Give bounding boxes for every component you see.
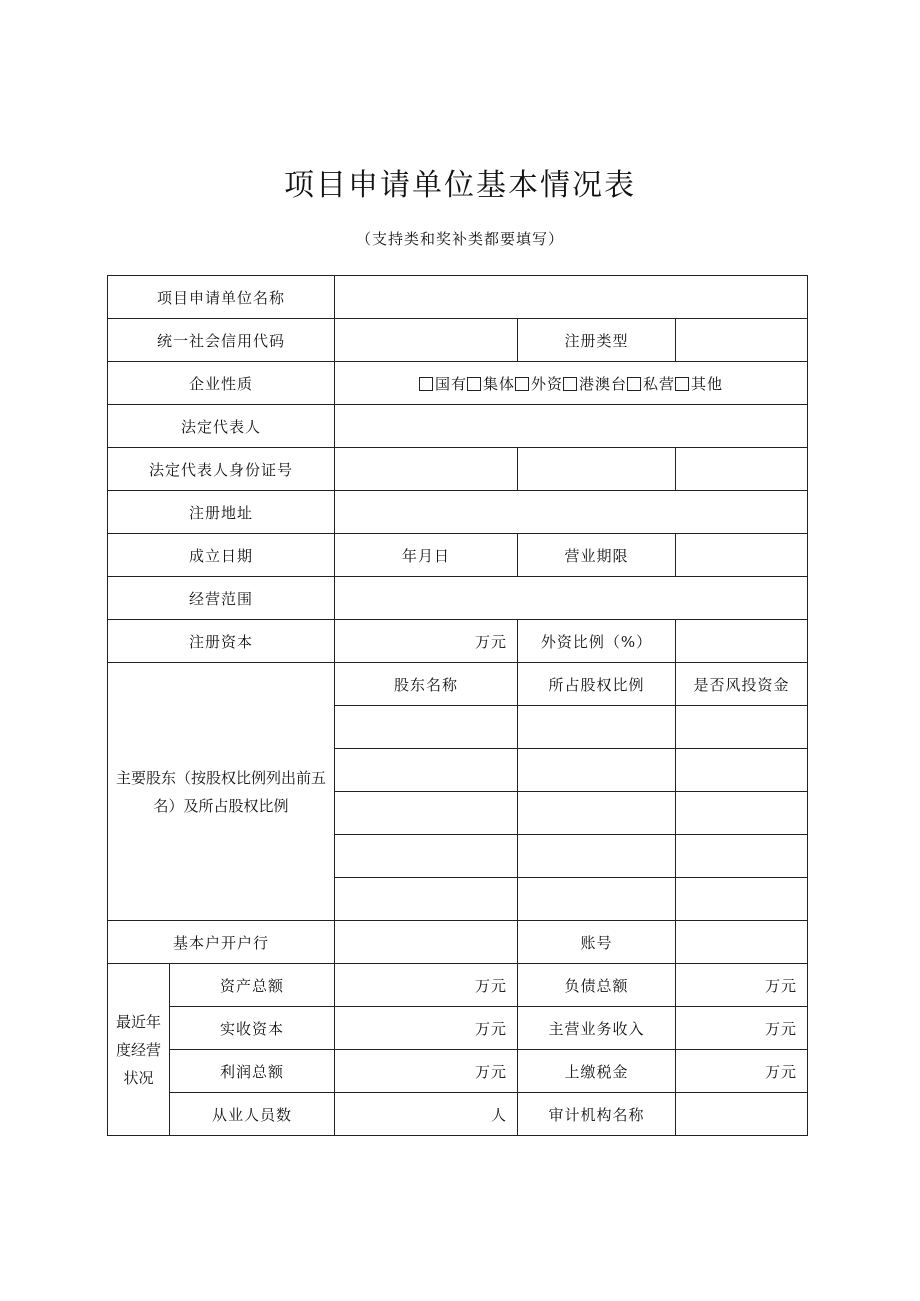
- input-sh-name[interactable]: [335, 706, 518, 749]
- input-biz-period[interactable]: [676, 534, 808, 577]
- input-sh-vc[interactable]: [676, 792, 808, 835]
- label-nature: 企业性质: [108, 362, 335, 405]
- label-foreign-ratio: 外资比例（%）: [518, 620, 676, 663]
- label-unit-name: 项目申请单位名称: [108, 276, 335, 319]
- input-account[interactable]: [676, 921, 808, 964]
- input-paid-capital[interactable]: 万元: [335, 1007, 518, 1050]
- input-bank[interactable]: [335, 921, 518, 964]
- input-unit-name[interactable]: [335, 276, 808, 319]
- label-reg-type: 注册类型: [518, 319, 676, 362]
- checkbox-icon[interactable]: [419, 377, 433, 391]
- label-audit-org: 审计机构名称: [518, 1093, 676, 1136]
- label-shareholders: 主要股东（按股权比例列出前五名）及所占股权比例: [108, 663, 335, 921]
- input-sh-ratio[interactable]: [518, 792, 676, 835]
- input-sh-ratio[interactable]: [518, 706, 676, 749]
- input-sh-vc[interactable]: [676, 835, 808, 878]
- label-total-liabilities: 负债总额: [518, 964, 676, 1007]
- label-legal-rep: 法定代表人: [108, 405, 335, 448]
- basic-info-form: [107, 275, 808, 1136]
- label-legal-rep-id: 法定代表人身份证号: [108, 448, 335, 491]
- nature-option-other[interactable]: 其他: [675, 375, 723, 393]
- input-sh-name[interactable]: [335, 835, 518, 878]
- label-credit-code: 统一社会信用代码: [108, 319, 335, 362]
- label-reg-address: 注册地址: [108, 491, 335, 534]
- input-total-profit[interactable]: 万元: [335, 1050, 518, 1093]
- nature-option-foreign[interactable]: 外资: [515, 375, 563, 393]
- row-legal-rep: [108, 405, 808, 448]
- nature-option-hk-macao-tw[interactable]: 港澳台: [563, 375, 627, 393]
- row-assets: [108, 964, 808, 1007]
- row-shareholders-header: [108, 663, 808, 706]
- label-biz-period: 营业期限: [518, 534, 676, 577]
- label-account: 账号: [518, 921, 676, 964]
- input-total-assets[interactable]: 万元: [335, 964, 518, 1007]
- row-biz-scope: [108, 577, 808, 620]
- header-sh-ratio: 所占股权比例: [518, 663, 676, 706]
- header-sh-name: 股东名称: [335, 663, 518, 706]
- row-credit-code: [108, 319, 808, 362]
- input-sh-vc[interactable]: [676, 749, 808, 792]
- input-legal-rep[interactable]: [335, 405, 808, 448]
- input-main-revenue[interactable]: 万元: [676, 1007, 808, 1050]
- row-nature: [108, 362, 808, 405]
- label-employees: 从业人员数: [170, 1093, 335, 1136]
- nature-option-state[interactable]: 国有: [419, 375, 467, 393]
- label-main-revenue: 主营业务收入: [518, 1007, 676, 1050]
- input-audit-org[interactable]: [676, 1093, 808, 1136]
- label-biz-scope: 经营范围: [108, 577, 335, 620]
- nature-option-collective[interactable]: 集体: [467, 375, 515, 393]
- row-legal-rep-id: [108, 448, 808, 491]
- row-bank: [108, 921, 808, 964]
- header-sh-vc: 是否风投资金: [676, 663, 808, 706]
- input-credit-code[interactable]: [335, 319, 518, 362]
- checkbox-icon[interactable]: [467, 377, 481, 391]
- input-total-liabilities[interactable]: 万元: [676, 964, 808, 1007]
- input-sh-ratio[interactable]: [518, 878, 676, 921]
- input-reg-capital[interactable]: 万元: [335, 620, 518, 663]
- nature-option-private[interactable]: 私营: [627, 375, 675, 393]
- input-reg-address[interactable]: [335, 491, 808, 534]
- row-paid-capital: [108, 1007, 808, 1050]
- label-est-date: 成立日期: [108, 534, 335, 577]
- input-est-date[interactable]: 年月日: [335, 534, 518, 577]
- row-unit-name: [108, 276, 808, 319]
- input-legal-rep-id-b[interactable]: [518, 448, 676, 491]
- checkbox-icon[interactable]: [675, 377, 689, 391]
- row-reg-capital: [108, 620, 808, 663]
- row-employees: [108, 1093, 808, 1136]
- row-est-date: [108, 534, 808, 577]
- checkbox-icon[interactable]: [627, 377, 641, 391]
- checkbox-icon[interactable]: [563, 377, 577, 391]
- input-legal-rep-id-a[interactable]: [335, 448, 518, 491]
- checkbox-icon[interactable]: [515, 377, 529, 391]
- input-reg-type[interactable]: [676, 319, 808, 362]
- input-biz-scope[interactable]: [335, 577, 808, 620]
- page-title: 项目申请单位基本情况表: [284, 168, 636, 203]
- input-sh-vc[interactable]: [676, 706, 808, 749]
- page-subtitle: （支持类和奖补类都要填写）: [355, 230, 564, 248]
- row-profit: [108, 1050, 808, 1093]
- input-sh-name[interactable]: [335, 749, 518, 792]
- label-recent-ops: 最近年度经营状况: [108, 964, 170, 1136]
- label-total-assets: 资产总额: [170, 964, 335, 1007]
- label-paid-capital: 实收资本: [170, 1007, 335, 1050]
- row-reg-address: [108, 491, 808, 534]
- input-foreign-ratio[interactable]: [676, 620, 808, 663]
- label-bank: 基本户开户行: [108, 921, 335, 964]
- input-sh-name[interactable]: [335, 878, 518, 921]
- input-tax-paid[interactable]: 万元: [676, 1050, 808, 1093]
- input-employees[interactable]: 人: [335, 1093, 518, 1136]
- input-sh-name[interactable]: [335, 792, 518, 835]
- label-reg-capital: 注册资本: [108, 620, 335, 663]
- label-tax-paid: 上缴税金: [518, 1050, 676, 1093]
- nature-options: [335, 362, 808, 405]
- input-sh-ratio[interactable]: [518, 749, 676, 792]
- input-sh-vc[interactable]: [676, 878, 808, 921]
- input-legal-rep-id-c[interactable]: [676, 448, 808, 491]
- label-total-profit: 利润总额: [170, 1050, 335, 1093]
- input-sh-ratio[interactable]: [518, 835, 676, 878]
